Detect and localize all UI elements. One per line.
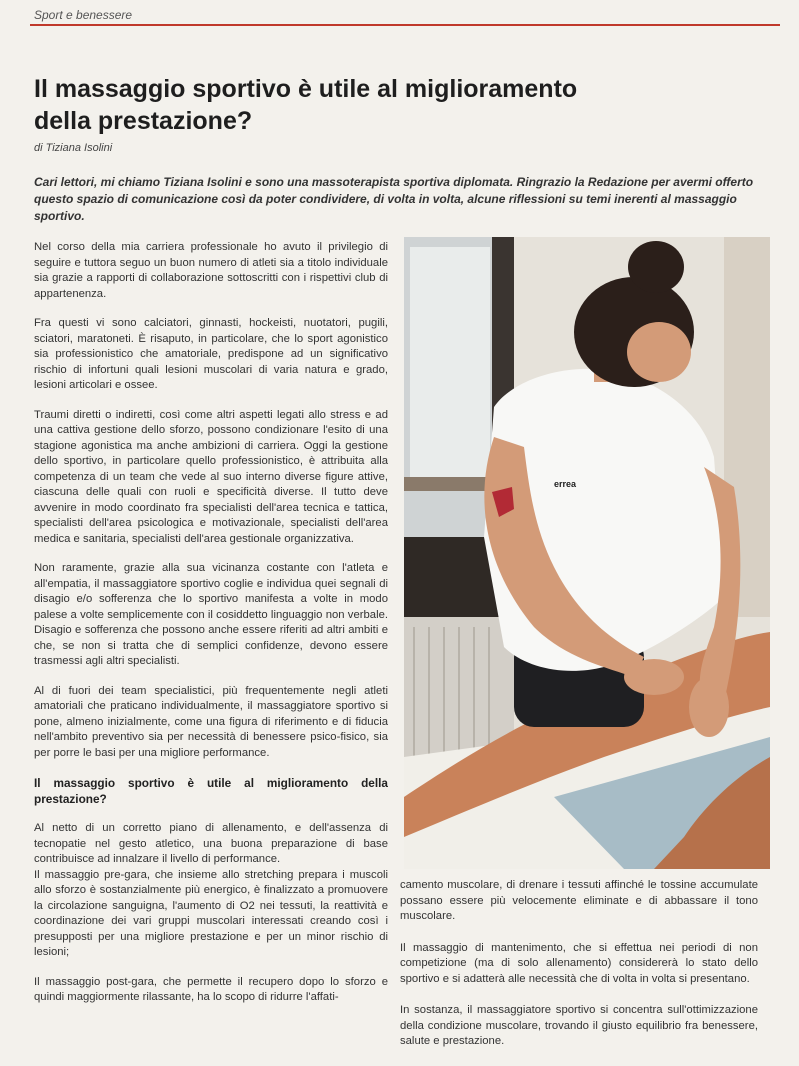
article-title: Il massaggio sportivo è utile al miglioramento della prestazione? [34,74,578,135]
body-paragraph: In sostanza, il massaggiatore sportivo si concentra sull'ottimizzazione della condizione muscolare, trovando il giusto equilibrio fra benessere, salute e prestazione. [400,1004,758,1047]
massage-photo [404,237,770,869]
massage-illustration [404,237,770,869]
right-column [400,878,758,1066]
subheading: Il massaggio sportivo è utile al miglioramento della prestazione? [34,776,388,806]
body-paragraph: Al di fuori dei team specialistici, più frequentemente negli atleti amatoriali che praticano individualmente, il massaggiatore sportivo si pone, almeno inizialmente, come una figura di riferimento e di fiducia nell'ambito preventivo sia per necessità di benessere psico-fisico, sia per porre le basi per una migliore performance. [34,684,388,759]
body-paragraph: Non raramente, grazie alla sua vicinanza costante con l'atleta e all'empatia, il massaggiatore sportivo coglie e individua quei segnali di disagio e/o sofferenza che lo sportivo manifesta a volte in modo palese a volte semplicemente con il cosiddetto linguaggio non verbale. Disagio e sofferenza che possono anche essere riferiti ad altri ambiti e che, se non si tratta che di semplici confidenze, devono essere trasmessi agli altri specialisti. [34,562,388,667]
body-paragraph: Nel corso della mia carriera professionale ho avuto il privilegio di seguire e tuttora seguo un buon numero di atleti sia a titolo individuale sia grazie a rapporti di collaborazione sottoscritti con i rispettivi club di appartenenza. [34,241,388,300]
body-paragraph: camento muscolare, di drenare i tessuti affinché le tossine accumulate possano essere più velocemente eliminate e di abbassare il tono muscolare. [400,879,758,922]
left-column [34,240,388,1020]
section-label: Sport e benessere [34,8,133,22]
body-paragraph: Fra questi vi sono calciatori, ginnasti, hockeisti, nuotatori, pugili, sciatori, maratoneti. È risaputo, in particolare, che lo sport agonistico sia professionistico che amatoriale, predispone ad un significativo rischio di infortuni quali lesioni muscolari di varia natura e grado, lesioni articolari e ossee. [34,317,388,391]
byline: di Tiziana Isolini [34,142,113,154]
body-paragraph: Il massaggio post-gara, che permette il recupero dopo lo sforzo e quindi maggiormente rilassante, ha lo scopo di ridurre l'affati- [34,975,388,1003]
body-paragraph: Il massaggio pre-gara, che insieme allo stretching prepara i muscoli allo sforzo è sostanzialmente più energico, è finalizzato a promuovere la circolazione sanguigna, l'aumento di O2 nei tessuti, la reattività e coordinazione dei vari gruppi muscolari interessati creando così i presupposti per una migliore prestazione e per un minor rischio di lesioni; [34,868,388,958]
body-paragraph: Traumi diretti o indiretti, così come altri aspetti legati allo stress e ad una cattiva gestione dello sforzo, possono condizionare l'esito di una stagione agonistica ma anche ambizioni di carriera. Oggi la gestione dello sportivo, in particolare quello professionistico, è attribuita alla competenza di un team che vede al suo interno diverse figure attive, ciascuna delle quali con ruoli e specificità diverse. Il tutto deve avvenire in modo coordinato fra specialisti dell'area tecnica e tattica, specialisti dell'area psicologica e motivazionale, specialisti dell'area medica e sanitaria, specialisti dell'area gestionale organizzativa. [34,408,388,545]
body-paragraph: Al netto di un corretto piano di allenamento, e dell'assenza di tecnopatie nel gesto atletico, una buona preparazione di base contribuisce ad innalzare il livello di performance. [34,822,388,865]
intro-paragraph: Cari lettori, mi chiamo Tiziana Isolini e sono una massoterapista sportiva diplomata. Ringrazio la Redazione per avermi offerto questo spazio di comunicazione così da poter condividere, di volta in volta, alcune riflessioni su temi inerenti al massaggio sportivo. [34,175,754,223]
shirt-brand: errea [554,479,577,489]
top-rule [30,24,780,26]
body-paragraph: Il massaggio di mantenimento, che si effettua nei periodi di non competizione (ma di solo allenamento) considererà lo stato dello sportivo e si adatterà alle necessità che di volta in volta si presentano. [400,941,758,985]
